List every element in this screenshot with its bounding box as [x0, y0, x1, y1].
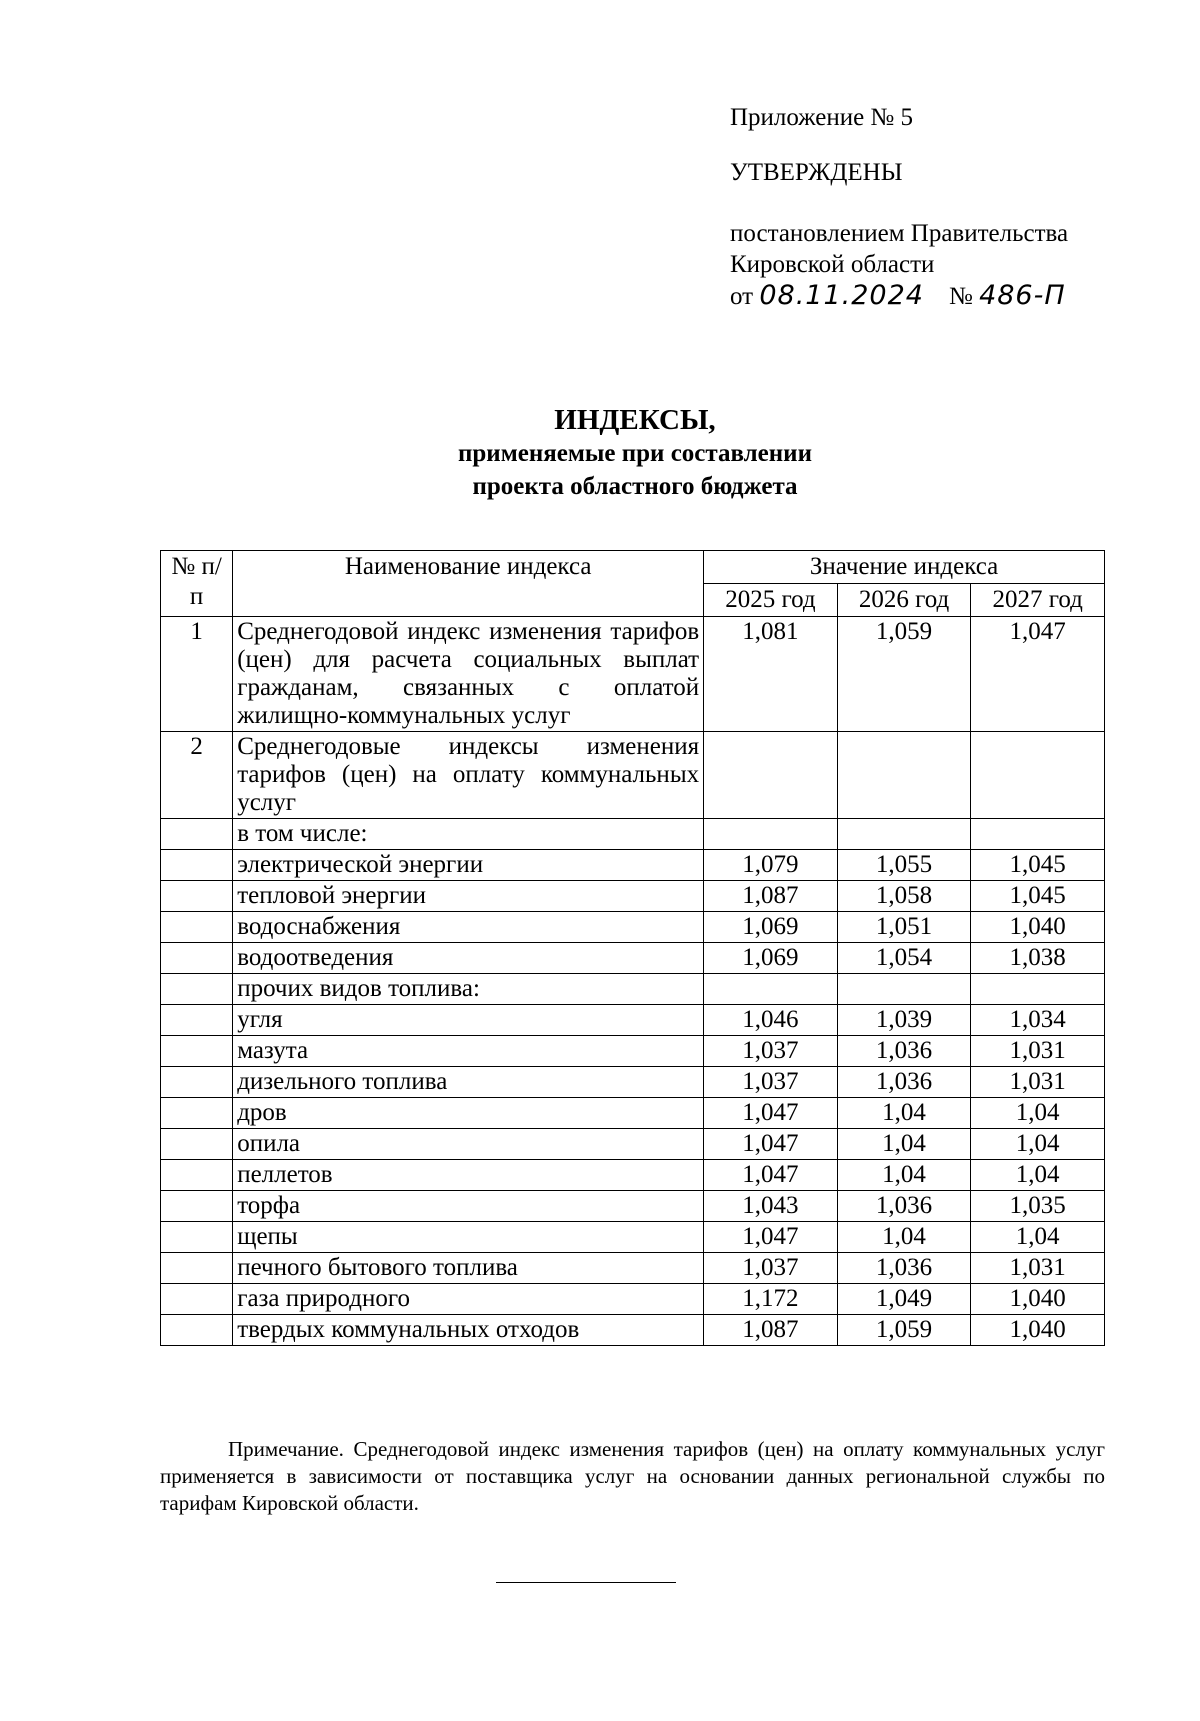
row-value-2025: 1,079 [704, 850, 838, 881]
row-name: твердых коммунальных отходов [233, 1315, 704, 1346]
row-value-2025: 1,047 [704, 1160, 838, 1191]
row-num [161, 1005, 233, 1036]
row-value-2027: 1,031 [971, 1067, 1105, 1098]
row-name: торфа [233, 1191, 704, 1222]
row-value-2026: 1,059 [837, 617, 971, 732]
table-row [161, 850, 1105, 881]
row-name: пеллетов [233, 1160, 704, 1191]
table-row [161, 1253, 1105, 1284]
row-name: Среднегодовые индексы изменения тарифов (цен) на оплату коммунальных услуг [233, 732, 704, 819]
row-value-2027: 1,04 [971, 1098, 1105, 1129]
header-row [161, 551, 1105, 584]
row-name: печного бытового топлива [233, 1253, 704, 1284]
row-value-2026: 1,04 [837, 1222, 971, 1253]
row-value-2026 [837, 819, 971, 850]
row-name: в том числе: [233, 819, 704, 850]
row-value-2027: 1,031 [971, 1253, 1105, 1284]
row-value-2026: 1,059 [837, 1315, 971, 1346]
table-row [161, 912, 1105, 943]
handwritten-date: 08.11.2024 [759, 280, 924, 311]
header-num: № п/п [161, 551, 233, 617]
header-value: Значение индекса [704, 551, 1105, 584]
header-name: Наименование индекса [233, 551, 704, 617]
row-value-2026: 1,04 [837, 1129, 971, 1160]
table-row [161, 1191, 1105, 1222]
title-line-3: проекта областного бюджета [472, 473, 798, 500]
table-row [161, 732, 1105, 819]
header-year-2027: 2027 год [971, 584, 1105, 617]
row-value-2027 [971, 819, 1105, 850]
end-divider [496, 1582, 676, 1583]
row-value-2027: 1,035 [971, 1191, 1105, 1222]
row-value-2027: 1,04 [971, 1160, 1105, 1191]
row-num: 2 [161, 732, 233, 819]
document-title [0, 403, 1200, 503]
row-name: дизельного топлива [233, 1067, 704, 1098]
table-row [161, 1315, 1105, 1346]
row-value-2027: 1,034 [971, 1005, 1105, 1036]
table-row [161, 881, 1105, 912]
row-name: мазута [233, 1036, 704, 1067]
row-value-2025: 1,047 [704, 1129, 838, 1160]
row-value-2025 [704, 732, 838, 819]
appendix-label: Приложение № 5 [730, 104, 914, 131]
decree-date-line [730, 280, 1068, 312]
row-value-2027: 1,045 [971, 881, 1105, 912]
row-value-2026: 1,054 [837, 943, 971, 974]
row-name: газа природного [233, 1284, 704, 1315]
row-value-2026: 1,036 [837, 1067, 971, 1098]
row-num [161, 1129, 233, 1160]
row-value-2027 [971, 974, 1105, 1005]
row-value-2026: 1,036 [837, 1036, 971, 1067]
table-row [161, 617, 1105, 732]
row-value-2026: 1,051 [837, 912, 971, 943]
row-name: прочих видов топлива: [233, 974, 704, 1005]
row-value-2025: 1,081 [704, 617, 838, 732]
approved-label: УТВЕРЖДЕНЫ [730, 159, 903, 186]
row-num [161, 850, 233, 881]
row-value-2027 [971, 732, 1105, 819]
row-name: электрической энергии [233, 850, 704, 881]
index-table [160, 550, 1105, 1346]
row-value-2027: 1,040 [971, 1284, 1105, 1315]
row-value-2026: 1,058 [837, 881, 971, 912]
row-value-2027: 1,045 [971, 850, 1105, 881]
note [160, 1436, 1105, 1517]
title-line-2: применяемые при составлении [457, 440, 812, 467]
table-row [161, 1098, 1105, 1129]
row-value-2027: 1,038 [971, 943, 1105, 974]
row-value-2026: 1,036 [837, 1253, 971, 1284]
title-main: ИНДЕКСЫ, [554, 404, 716, 436]
row-value-2027: 1,040 [971, 912, 1105, 943]
row-value-2025: 1,037 [704, 1067, 838, 1098]
row-value-2027: 1,040 [971, 1315, 1105, 1346]
table-row [161, 1160, 1105, 1191]
row-num [161, 943, 233, 974]
row-value-2025: 1,047 [704, 1098, 838, 1129]
row-value-2026: 1,049 [837, 1284, 971, 1315]
row-value-2026 [837, 974, 971, 1005]
row-name: Среднегодовой индекс изменения тарифов (цен) для расчета социальных выплат гражданам, связанных с оплатой жилищно-коммунальных услуг [233, 617, 704, 732]
row-value-2025: 1,087 [704, 1315, 838, 1346]
row-num [161, 1253, 233, 1284]
row-num [161, 1160, 233, 1191]
row-num: 1 [161, 617, 233, 732]
row-value-2025 [704, 819, 838, 850]
row-value-2025: 1,069 [704, 912, 838, 943]
number-prefix: № [948, 283, 973, 310]
handwritten-number: 486-П [979, 280, 1066, 311]
row-value-2026: 1,055 [837, 850, 971, 881]
row-num [161, 881, 233, 912]
row-value-2025: 1,087 [704, 881, 838, 912]
row-name: угля [233, 1005, 704, 1036]
table-row [161, 943, 1105, 974]
header-year-2025: 2025 год [704, 584, 838, 617]
approval-block [730, 102, 1068, 312]
row-num [161, 819, 233, 850]
table-row [161, 974, 1105, 1005]
row-value-2027: 1,031 [971, 1036, 1105, 1067]
row-value-2025: 1,037 [704, 1036, 838, 1067]
row-value-2025: 1,037 [704, 1253, 838, 1284]
row-value-2027: 1,04 [971, 1129, 1105, 1160]
row-name: щепы [233, 1222, 704, 1253]
date-prefix: от [730, 283, 754, 310]
decree-line-2: Кировской области [730, 251, 935, 278]
row-name: опила [233, 1129, 704, 1160]
row-value-2026 [837, 732, 971, 819]
row-value-2025: 1,043 [704, 1191, 838, 1222]
row-num [161, 1036, 233, 1067]
row-num [161, 1222, 233, 1253]
row-value-2026: 1,036 [837, 1191, 971, 1222]
row-num [161, 974, 233, 1005]
row-value-2025: 1,069 [704, 943, 838, 974]
row-num [161, 1191, 233, 1222]
row-value-2025 [704, 974, 838, 1005]
header-year-2026: 2026 год [837, 584, 971, 617]
row-num [161, 1284, 233, 1315]
table-row [161, 1284, 1105, 1315]
row-num [161, 1315, 233, 1346]
row-num [161, 1098, 233, 1129]
row-name: дров [233, 1098, 704, 1129]
row-value-2026: 1,04 [837, 1160, 971, 1191]
row-name: тепловой энергии [233, 881, 704, 912]
table-row [161, 819, 1105, 850]
row-num [161, 912, 233, 943]
row-name: водоснабжения [233, 912, 704, 943]
row-num [161, 1067, 233, 1098]
row-value-2026: 1,039 [837, 1005, 971, 1036]
row-value-2026: 1,04 [837, 1098, 971, 1129]
row-value-2025: 1,172 [704, 1284, 838, 1315]
row-value-2025: 1,046 [704, 1005, 838, 1036]
row-value-2025: 1,047 [704, 1222, 838, 1253]
table-row [161, 1067, 1105, 1098]
row-name: водоотведения [233, 943, 704, 974]
note-text: Примечание. Среднегодовой индекс изменения тарифов (цен) на оплату коммунальных услуг применяется в зависимости от поставщика услуг на основании данных региональной службы по тарифам Кировской области. [160, 1437, 1105, 1515]
decree-line-1: постановлением Правительства [730, 220, 1069, 247]
table-row [161, 1222, 1105, 1253]
table-row [161, 1005, 1105, 1036]
row-value-2027: 1,04 [971, 1222, 1105, 1253]
row-value-2027: 1,047 [971, 617, 1105, 732]
table-row [161, 1036, 1105, 1067]
table-row [161, 1129, 1105, 1160]
